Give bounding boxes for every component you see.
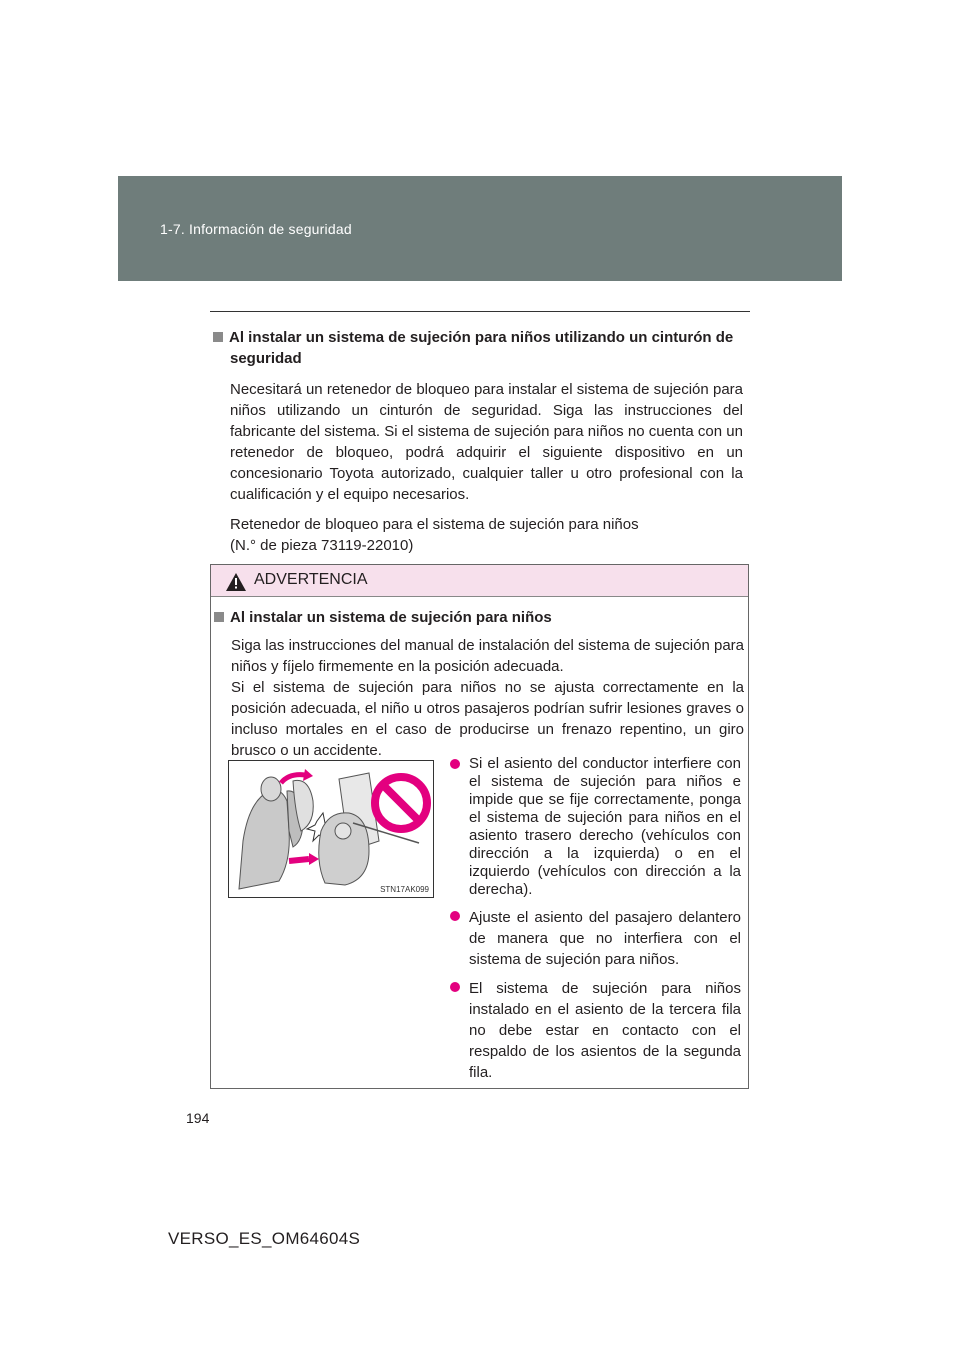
warning-label: ADVERTENCIA (254, 571, 368, 588)
section-title: 1-7. Información de seguridad (160, 221, 352, 237)
warning-header (211, 565, 748, 597)
warning-line-1: Siga las instrucciones del manual de instalación del sistema de sujeción para niños y fíjelo firmemente en la posición adecuada. (231, 637, 744, 675)
warning-line-2: Si el sistema de sujeción para niños no se ajusta correctamente en la posición adecuada, el niño u otros pasajeros podrían sufrir lesiones graves o incluso mortales en el caso de producirse un frenazo repentino, un giro brusco o un accidente. (231, 679, 744, 759)
document-code: VERSO_ES_OM64604S (168, 1229, 361, 1248)
car-seat-airbag-drawing (229, 761, 433, 897)
section-paragraph: Necesitará un retenedor de bloqueo para instalar el sistema de sujeción para niños utilizando un cinturón de seguridad. Siga las instrucciones del fabricante del sistema. Si el sistema de sujeción para niños no cuenta con un retenedor de bloqueo, podrá adquirir el siguiente dispositivo en un concesionario Toyota autorizado, cualquier taller u otro profesional con la cualificación y el equipo necesarios. (230, 381, 743, 503)
top-divider (210, 311, 750, 312)
warning-triangle-icon (226, 573, 246, 591)
square-bullet-icon (214, 612, 224, 622)
bullet-dot-icon (450, 982, 460, 992)
bullet-item: Ajuste el asiento del pasajero delantero de manera que no interfiera con el sistema de sujeción para niños. (443, 907, 741, 970)
bullet-item: El sistema de sujeción para niños instalado en el asiento de la tercera fila no debe estar en contacto con el respaldo de los asientos de la segunda fila. (443, 978, 741, 1083)
bullet-dot-icon (450, 911, 460, 921)
square-bullet-icon (213, 332, 223, 342)
warning-paragraph (214, 635, 744, 761)
child-seat-illustration (228, 760, 434, 898)
part-line-2: (N.° de pieza 73119-22010) (230, 537, 414, 554)
page-number: 194 (186, 1110, 210, 1126)
section-heading: Al instalar un sistema de sujeción para niños utilizando un cinturón de (213, 327, 743, 348)
part-number-block (213, 514, 743, 556)
warning-box (210, 564, 749, 1089)
section-header-bar (118, 176, 842, 281)
warning-body (214, 607, 744, 761)
warning-title: Al instalar un sistema de sujeción para niños (214, 607, 744, 628)
section-heading-cont: seguridad (230, 350, 302, 367)
content-section (213, 327, 743, 556)
warning-bullets (443, 755, 741, 1091)
bullet-item: Si el asiento del conductor interfiere con el sistema de sujeción para niños e impide que se fije correctamente, ponga el sistema de sujeción para niños en el asiento trasero derecho (vehículos con dirección a la izquierda) o en el izquierdo (vehículos con dirección a la derecha). (443, 755, 741, 899)
part-line-1: Retenedor de bloqueo para el sistema de sujeción para niños (230, 516, 639, 533)
bullet-dot-icon (450, 759, 460, 769)
figure-code: STN17AK099 (380, 885, 429, 894)
